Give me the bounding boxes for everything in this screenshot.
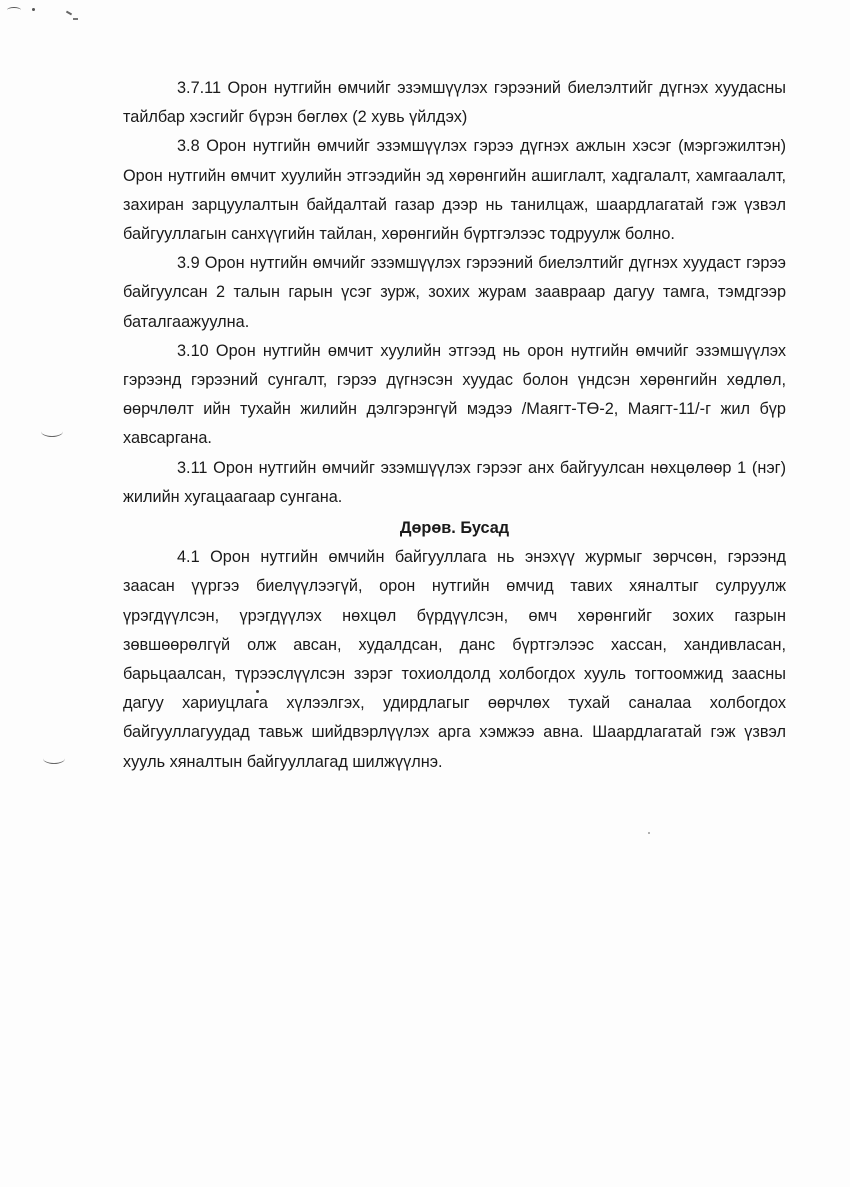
- scan-artifact: [7, 7, 21, 13]
- binding-hole-mark: [41, 426, 63, 437]
- paragraph-3-10: 3.10 Орон нутгийн өмчит хуулийн этгээд нь орон нутгийн өмчийг эзэмшүүлэх гэрээнд гэрээний сунгалт, гэрээ дүгнэсэн хуудас болон үндсэн хөрөнгийн хөдлөл, өөрчлөлт ийн тухайн жилийн дэлгэрэнгүй мэдээ /Маягт-ТӨ-2, Маягт-11/-г жил бүр хавсаргана.: [123, 341, 786, 448]
- scan-artifact: [73, 18, 78, 20]
- paragraph-3-9: 3.9 Орон нутгийн өмчийг эзэмшүүлэх гэрээний биелэлтийг дүгнэх хуудаст гэрээ байгуулсан 2 талын гарын үсэг зурж, зохих журам заавраар дагуу тамга, тэмдгээр баталгаажуулна.: [123, 254, 786, 331]
- scan-speck: [648, 832, 650, 834]
- scan-artifact: [32, 8, 35, 11]
- scan-artifact: [66, 11, 72, 16]
- paragraph-3-7-11: 3.7.11 Орон нутгийн өмчийг эзэмшүүлэх гэрээний биелэлтийг дүгнэх хуудасны тайлбар хэсгийг бүрэн бөглөх (2 хувь үйлдэх): [123, 79, 786, 127]
- binding-hole-mark: [43, 753, 65, 764]
- paragraph-4-1: 4.1 Орон нутгийн өмчийн байгууллага нь энэхүү журмыг зөрчсөн, гэрээнд заасан үүргээ биелүүлээгүй, орон нутгийн өмчид тавих хяналтыг сулруулж үрэгдүүлсэн, үрэгдүүлэх нөхцөл бүрдүүлсэн, өмч хөрөнгийг зохих газрын зөвшөөрөлгүй олж авсан, худалдсан, данс бүртгэлээс хассан, хандивласан, барьцаалсан, түрээслүүлсэн зэрэг тохиолдолд холбогдох хууль тогтоомжид заасны дагуу хариуцлага хүлээлгэх, удирдлагыг өөрчлөх тухай саналаа холбогдох байгууллагуудад тавьж шийдвэрлүүлэх арга хэмжээ авна. Шаардлагатай гэж үзвэл хууль хяналтын байгууллагад шилжүүлнэ.: [123, 548, 786, 771]
- paragraph-3-8: 3.8 Орон нутгийн өмчийг эзэмшүүлэх гэрээ дүгнэх ажлын хэсэг (мэргэжилтэн) Орон нутгийн өмчит хуулийн этгээдийн эд хөрөнгийн ашиглалт, хадгалалт, хамгаалалт, захиран зарцуулалтын байдалтай газар дээр нь танилцаж, шаардлагатай гэж үзвэл байгууллагын санхүүгийн тайлан, хөрөнгийн бүртгэлээс тодруулж болно.: [123, 137, 786, 244]
- paragraph-3-11: 3.11 Орон нутгийн өмчийг эзэмшүүлэх гэрээг анх байгуулсан нөхцөлөөр 1 (нэг) жилийн хугацаагаар сунгана.: [123, 458, 786, 506]
- document-body: [123, 74, 786, 777]
- section-heading: Дөрөв. Бусад: [399, 519, 510, 538]
